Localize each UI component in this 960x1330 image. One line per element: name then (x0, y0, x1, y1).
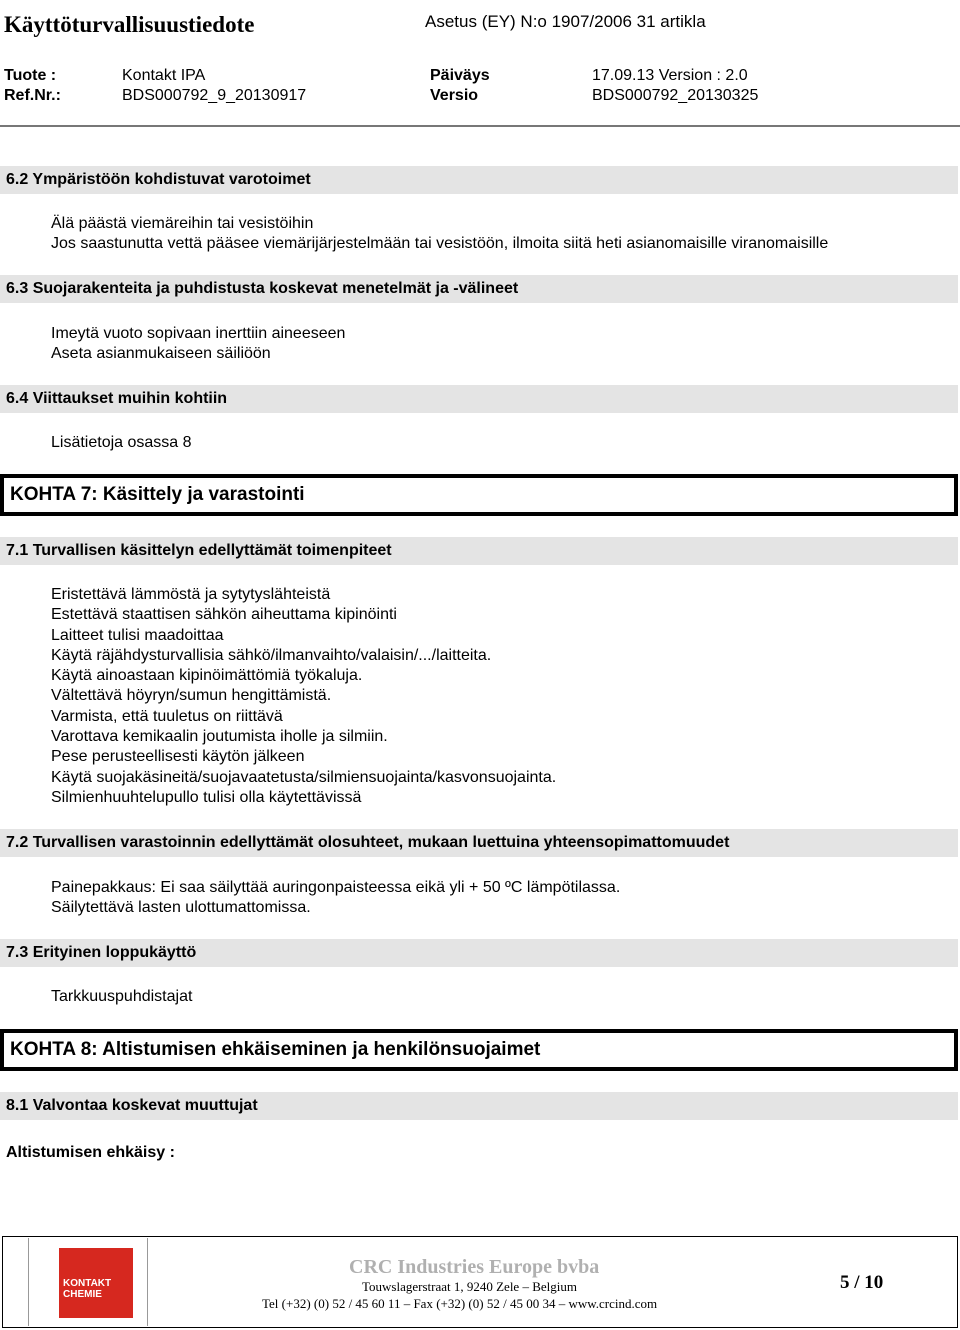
body-line: Estettävä staattisen sähkön aiheuttama kipinöinti (51, 606, 397, 624)
section-7-1-heading-text: 7.1 Turvallisen käsittelyn edellyttämät toimenpiteet (6, 542, 392, 559)
body-line: Aseta asianmukaiseen säiliöön (51, 345, 271, 363)
date-value: 17.09.13 Version : 2.0 (592, 67, 748, 84)
section-7-2-body (51, 878, 620, 919)
version-label: Versio (430, 87, 479, 104)
section-7-3-heading-text: 7.3 Erityinen loppukäyttö (6, 944, 197, 961)
section-6-2-heading (0, 166, 958, 194)
date-label: Päiväys (430, 67, 490, 84)
version-value: BDS000792_20130325 (592, 87, 759, 104)
ref-label: Ref.Nr.: (4, 87, 61, 104)
section-7-title: KOHTA 7: Käsittely ja varastointi (10, 484, 305, 505)
section-8-title: KOHTA 8: Altistumisen ehkäiseminen ja henkilönsuojaimet (10, 1039, 541, 1060)
section-8-1-heading-text: 8.1 Valvontaa koskevat muuttujat (6, 1097, 258, 1114)
body-line: Älä päästä viemäreihin tai vesistöihin (51, 215, 314, 232)
product-label: Tuote : (4, 67, 57, 84)
section-6-4-body (51, 433, 192, 453)
section-6-3-body (51, 324, 345, 365)
exposure-control-label: Altistumisen ehkäisy : (6, 1144, 175, 1161)
body-line: Tarkkuuspuhdistajat (51, 988, 193, 1005)
company-name: CRC Industries Europe bvba (349, 1256, 600, 1278)
section-7-title-box (0, 474, 958, 516)
section-6-4-heading-text: 6.4 Viittaukset muihin kohtiin (6, 390, 228, 407)
body-line: Silmienhuuhtelupullo tulisi olla käytettävissä (51, 788, 362, 806)
section-6-4-heading (0, 385, 958, 413)
header-divider (0, 125, 960, 127)
body-line: Käytä ainoastaan kipinöimättömiä työkaluja. (51, 667, 363, 685)
regulation-reference: Asetus (EY) N:o 1907/2006 31 artikla (425, 12, 706, 31)
logo-text: KONTAKT CHEMIE (63, 1278, 112, 1300)
section-7-2-heading-text: 7.2 Turvallisen varastoinnin edellyttämät olosuhteet, mukaan luettuina yhteensopimattomuudet (6, 834, 730, 851)
product-value: Kontakt IPA (122, 67, 206, 84)
section-7-3-heading (0, 939, 958, 967)
body-line: Varottava kemikaalin joutumista iholle ja silmiin. (51, 728, 388, 746)
body-line: Eristettävä lämmöstä ja sytytyslähteistä (51, 586, 331, 603)
section-7-1-body (51, 585, 556, 808)
page-number: 5 / 10 (840, 1272, 884, 1293)
company-contact: Tel (+32) (0) 52 / 45 60 11 – Fax (+32) (0) 52 / 45 00 34 – www.crcind.com (262, 1296, 658, 1311)
section-6-2-heading-text: 6.2 Ympäristöön kohdistuvat varotoimet (6, 171, 311, 188)
body-line: Säilytettävä lasten ulottumattomissa. (51, 899, 311, 917)
section-8-title-box (0, 1029, 958, 1071)
body-line: Pese perusteellisesti käytön jälkeen (51, 748, 305, 766)
document-title: Käyttöturvallisuustiedote (4, 12, 255, 37)
section-6-3-heading-text: 6.3 Suojarakenteita ja puhdistusta koskevat menetelmät ja -välineet (6, 280, 519, 297)
company-address: Touwslagerstraat 1, 9240 Zele – Belgium (362, 1279, 577, 1294)
body-line: Käytä räjähdysturvallisia sähkö/ilmanvaihto/valaisin/.../laitteita. (51, 646, 492, 664)
ref-value: BDS000792_9_20130917 (122, 87, 307, 104)
body-line: Lisätietoja osassa 8 (51, 434, 192, 451)
body-line: Varmista, että tuuletus on riittävä (51, 707, 283, 725)
section-6-3-heading (0, 275, 958, 303)
body-line: Painepakkaus: Ei saa säilyttää auringonpaisteessa eikä yli + 50 ºC lämpötilassa. (51, 879, 621, 896)
body-line: Imeytä vuoto sopivaan inerttiin aineeseen (51, 325, 346, 342)
body-line: Käytä suojakäsineitä/suojavaatetusta/silmiensuojainta/kasvonsuojainta. (51, 768, 557, 786)
section-6-2-body (51, 214, 828, 255)
body-line: Laitteet tulisi maadoittaa (51, 626, 224, 644)
body-line: Vältettävä höyryn/sumun hengittämistä. (51, 687, 332, 705)
logo-frame (28, 1238, 148, 1326)
section-8-1-heading (0, 1092, 958, 1120)
kontakt-chemie-logo (59, 1248, 133, 1318)
section-7-3-body (51, 987, 192, 1007)
section-7-2-heading (0, 829, 958, 857)
body-line: Jos saastunutta vettä pääsee viemärijärjestelmään tai vesistöön, ilmoita siitä heti asianomaisille viranomaisille (51, 235, 829, 253)
section-7-1-heading (0, 537, 958, 565)
